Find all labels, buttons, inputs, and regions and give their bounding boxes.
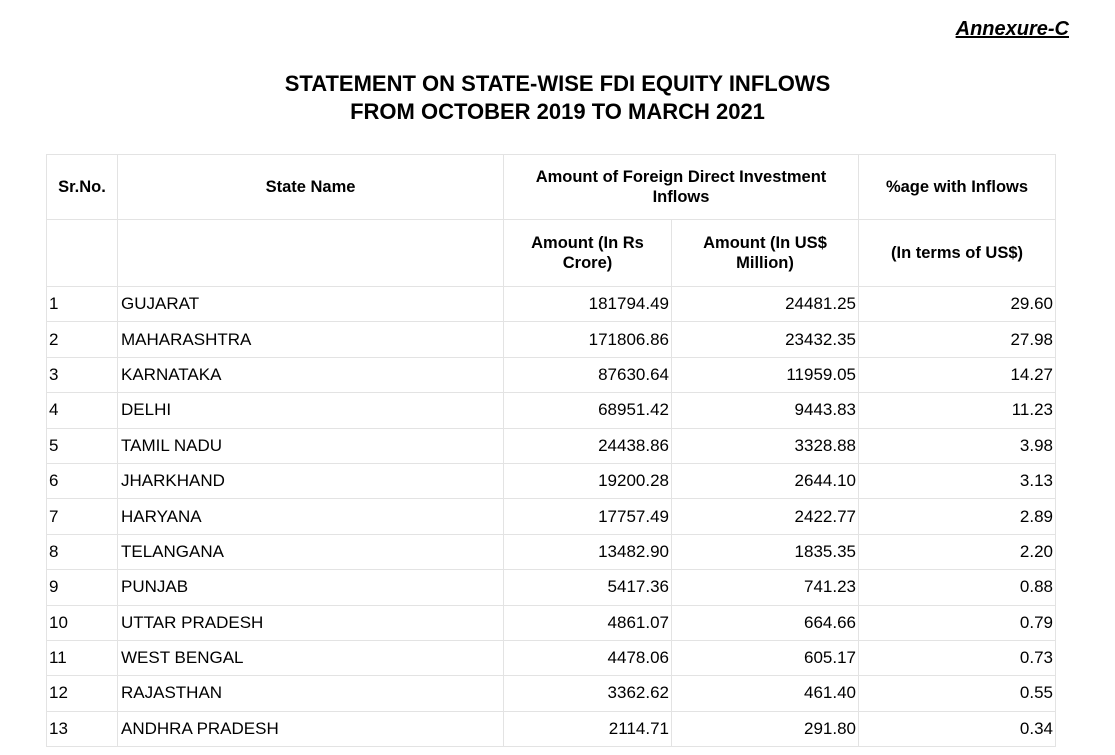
cell-amount-usd: 461.40 — [672, 676, 859, 711]
cell-amount-usd: 24481.25 — [672, 287, 859, 322]
cell-state-name: MAHARASHTRA — [118, 322, 504, 357]
header-state-blank — [118, 220, 504, 287]
cell-sr-no: 3 — [47, 357, 118, 392]
cell-amount-usd: 23432.35 — [672, 322, 859, 357]
cell-amount-usd: 664.66 — [672, 605, 859, 640]
cell-amount-rs: 24438.86 — [504, 428, 672, 463]
cell-percentage: 29.60 — [859, 287, 1056, 322]
cell-amount-rs: 181794.49 — [504, 287, 672, 322]
cell-amount-usd: 3328.88 — [672, 428, 859, 463]
cell-state-name: HARYANA — [118, 499, 504, 534]
cell-percentage: 27.98 — [859, 322, 1056, 357]
cell-amount-rs: 4861.07 — [504, 605, 672, 640]
cell-amount-rs: 87630.64 — [504, 357, 672, 392]
cell-state-name: KARNATAKA — [118, 357, 504, 392]
table-row — [47, 393, 1056, 428]
cell-percentage: 0.79 — [859, 605, 1056, 640]
table-row — [47, 570, 1056, 605]
cell-amount-rs: 13482.90 — [504, 534, 672, 569]
table-row — [47, 640, 1056, 675]
cell-amount-rs: 5417.36 — [504, 570, 672, 605]
cell-amount-usd: 291.80 — [672, 711, 859, 746]
cell-sr-no: 2 — [47, 322, 118, 357]
table-row — [47, 711, 1056, 746]
cell-state-name: WEST BENGAL — [118, 640, 504, 675]
header-sr-blank — [47, 220, 118, 287]
header-percentage: %age with Inflows — [859, 155, 1056, 220]
fdi-table — [46, 154, 1056, 747]
cell-sr-no: 12 — [47, 676, 118, 711]
title-line-2: FROM OCTOBER 2019 TO MARCH 2021 — [350, 99, 765, 124]
cell-percentage: 0.55 — [859, 676, 1056, 711]
table-row — [47, 428, 1056, 463]
cell-percentage: 0.34 — [859, 711, 1056, 746]
table-row — [47, 605, 1056, 640]
cell-percentage: 3.98 — [859, 428, 1056, 463]
table-row — [47, 357, 1056, 392]
cell-amount-rs: 19200.28 — [504, 463, 672, 498]
cell-state-name: ANDHRA PRADESH — [118, 711, 504, 746]
cell-percentage: 11.23 — [859, 393, 1056, 428]
cell-amount-usd: 11959.05 — [672, 357, 859, 392]
table-body — [47, 287, 1056, 747]
header-amount-rs: Amount (In Rs Crore) — [504, 220, 672, 287]
cell-sr-no: 13 — [47, 711, 118, 746]
cell-amount-rs: 68951.42 — [504, 393, 672, 428]
page-title — [0, 70, 1115, 126]
cell-sr-no: 7 — [47, 499, 118, 534]
annexure-label: Annexure-C — [955, 18, 1069, 40]
cell-amount-usd: 9443.83 — [672, 393, 859, 428]
cell-state-name: UTTAR PRADESH — [118, 605, 504, 640]
cell-state-name: DELHI — [118, 393, 504, 428]
cell-amount-usd: 2644.10 — [672, 463, 859, 498]
cell-state-name: RAJASTHAN — [118, 676, 504, 711]
cell-sr-no: 4 — [47, 393, 118, 428]
cell-sr-no: 10 — [47, 605, 118, 640]
cell-amount-usd: 2422.77 — [672, 499, 859, 534]
header-percentage-sub: (In terms of US$) — [859, 220, 1056, 287]
cell-amount-usd: 605.17 — [672, 640, 859, 675]
cell-sr-no: 9 — [47, 570, 118, 605]
cell-amount-usd: 741.23 — [672, 570, 859, 605]
cell-state-name: TELANGANA — [118, 534, 504, 569]
title-line-1: STATEMENT ON STATE-WISE FDI EQUITY INFLOWS — [284, 71, 831, 96]
cell-amount-rs: 4478.06 — [504, 640, 672, 675]
cell-amount-rs: 17757.49 — [504, 499, 672, 534]
cell-percentage: 3.13 — [859, 463, 1056, 498]
table-row — [47, 499, 1056, 534]
table-row — [47, 676, 1056, 711]
header-amount-group: Amount of Foreign Direct Investment Inflows — [504, 155, 859, 220]
header-sr-no: Sr.No. — [47, 155, 118, 220]
cell-state-name: TAMIL NADU — [118, 428, 504, 463]
table-row — [47, 534, 1056, 569]
cell-amount-rs: 3362.62 — [504, 676, 672, 711]
cell-sr-no: 5 — [47, 428, 118, 463]
cell-amount-rs: 171806.86 — [504, 322, 672, 357]
cell-sr-no: 1 — [47, 287, 118, 322]
cell-percentage: 0.88 — [859, 570, 1056, 605]
cell-percentage: 14.27 — [859, 357, 1056, 392]
header-state-name: State Name — [118, 155, 504, 220]
cell-percentage: 2.20 — [859, 534, 1056, 569]
table-row — [47, 322, 1056, 357]
cell-state-name: PUNJAB — [118, 570, 504, 605]
cell-percentage: 0.73 — [859, 640, 1056, 675]
cell-sr-no: 8 — [47, 534, 118, 569]
header-amount-usd: Amount (In US$ Million) — [672, 220, 859, 287]
cell-percentage: 2.89 — [859, 499, 1056, 534]
table-row — [47, 463, 1056, 498]
cell-sr-no: 6 — [47, 463, 118, 498]
cell-state-name: JHARKHAND — [118, 463, 504, 498]
cell-sr-no: 11 — [47, 640, 118, 675]
cell-amount-usd: 1835.35 — [672, 534, 859, 569]
cell-state-name: GUJARAT — [118, 287, 504, 322]
table-row — [47, 287, 1056, 322]
cell-amount-rs: 2114.71 — [504, 711, 672, 746]
